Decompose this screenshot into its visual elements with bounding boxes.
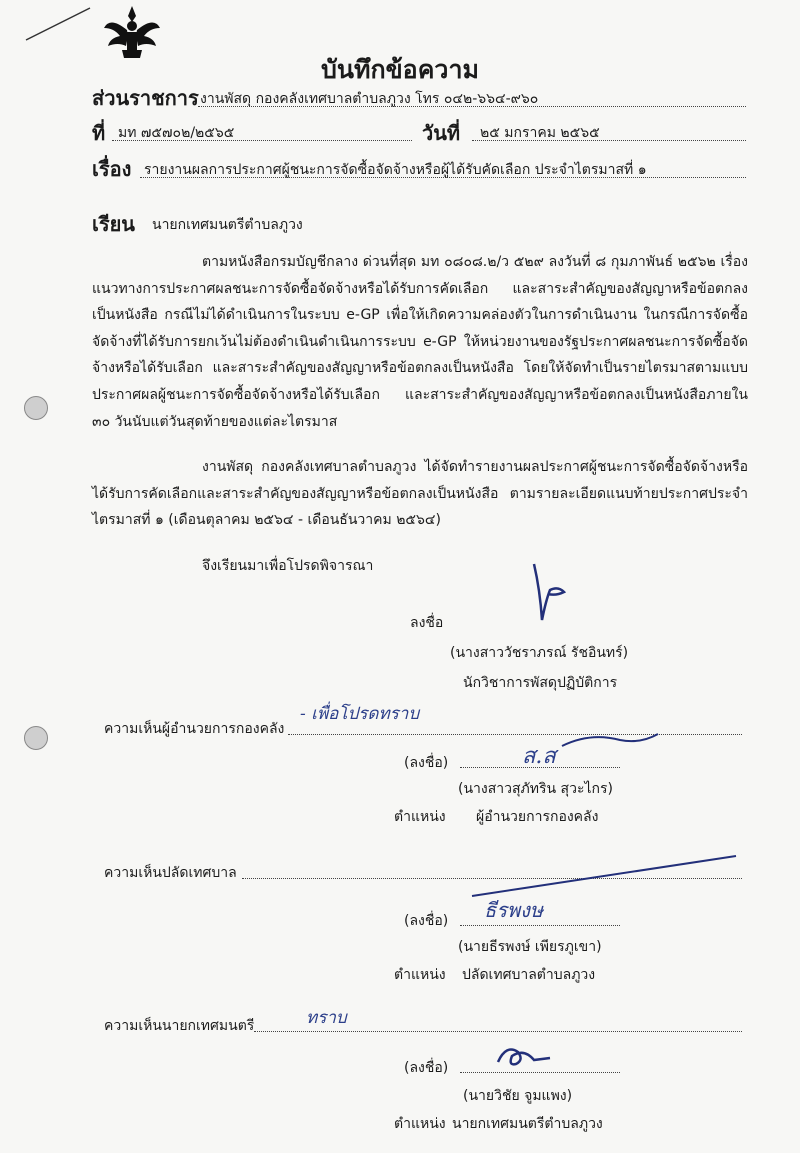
opinion3-signature xyxy=(494,1040,554,1070)
opinion3-position-label: ตำแหน่ง xyxy=(394,1116,446,1132)
corner-pen-stroke xyxy=(24,4,94,44)
opinion1-signature-stroke xyxy=(560,728,660,752)
ref-label: ที่ xyxy=(92,121,106,145)
punch-hole-top xyxy=(24,396,48,420)
opinion3-name: (นายวิชัย จูมแพง) xyxy=(463,1088,573,1104)
date-label: วันที่ xyxy=(422,121,461,145)
opinion2-position: ปลัดเทศบาลตำบลภูวง xyxy=(462,967,596,983)
punch-hole-bottom xyxy=(24,726,48,750)
closing-text: จึงเรียนมาเพื่อโปรดพิจารณา xyxy=(202,558,374,574)
document-title: บันทึกข้อความ xyxy=(321,55,479,84)
opinion3-label: ความเห็นนายกเทศมนตรี xyxy=(104,1018,255,1034)
opinion2-name: (นายธีรพงษ์ เพียรภูเขา) xyxy=(458,939,602,955)
opinion1-label: ความเห็นผู้อำนวยการกองคลัง xyxy=(104,721,285,737)
opinion1-position-label: ตำแหน่ง xyxy=(394,809,446,825)
opinion1-line xyxy=(288,734,742,735)
signer1-name: (นางสาววัชราภรณ์ รัชอินทร์) xyxy=(450,645,629,661)
signer1-position: นักวิชาการพัสดุปฏิบัติการ xyxy=(463,675,618,691)
date-value: ๒๕ มกราคม ๒๕๖๕ xyxy=(480,125,600,141)
opinion3-sign-label: (ลงชื่อ) xyxy=(404,1060,449,1076)
opinion3-sign-line xyxy=(460,1072,620,1073)
opinion1-signature: ส.ส xyxy=(522,744,556,769)
signer1-sign-label: ลงชื่อ xyxy=(410,615,444,631)
opinion1-name: (นางสาวสุภัทริน สุวะไกร) xyxy=(458,781,613,797)
subject-label: เรื่อง xyxy=(92,157,132,181)
agency-label: ส่วนราชการ xyxy=(92,86,199,110)
opinion3-line xyxy=(254,1031,742,1032)
body-paragraph-2-text: งานพัสดุ กองคลังเทศบาลตำบลภูวง ได้จัดทำรายงานผลประกาศผู้ชนะการจัดซื้อจัดจ้างหรือได้รับการคัดเลือกและสาระสำคัญของสัญญาหรือข้อตกลงเป็นหนังสือ ตามรายละเอียดแนบท้ายประกาศประจำไตรมาสที่ ๑ (เดือนตุลาคม ๒๕๖๔ - เดือนธันวาคม ๒๕๖๔) xyxy=(92,459,748,529)
signature-1 xyxy=(520,560,580,630)
opinion2-signature: ธีรพงษ xyxy=(484,898,544,922)
to-label: เรียน xyxy=(92,212,135,236)
body-paragraph-1-text: ตามหนังสือกรมบัญชีกลาง ด่วนที่สุด มท ๐๘๐๘.๒/ว ๕๒๙ ลงวันที่ ๘ กุมภาพันธ์ ๒๕๖๒ เรื่องแนวทางการประกาศผลชนะการจัดซื้อจัดจ้างหรือได้รับการคัดเลือก และสาระสำคัญของสัญญาหรือข้อตกลงเป็นหนังสือ กรณีไม่ได้ดำเนินการในระบบ e-GP เพื่อให้เกิดความคล่องตัวในการดำเนินงาน ในกรณีการจัดซื้อจัดจ้างที่ได้รับการยกเว้นไม่ต้องดำเนินดำเนินการระบบ e-GP ให้หน่วยงานของรัฐประกาศผลชนะการจัดซื้อจัดจ้างหรือได้รับเลือก และสาระสำคัญของสัญญาหรือข้อตกลงเป็นหนังสือ โดยให้จัดทำเป็นรายไตรมาสตามแบบประกาศผลผู้ชนะการจัดซื้อจัดจ้างหรือได้รับเลือก และสาระสำคัญของสัญญาหรือข้อตกลงเป็นหนังสือภายใน ๓๐ วันนับแต่วันสุดท้ายของแต่ละไตรมาส xyxy=(92,254,748,430)
opinion2-sign-label: (ลงชื่อ) xyxy=(404,913,449,929)
opinion1-handwritten: - เพื่อโปรดทราบ xyxy=(300,704,420,724)
agency-value: งานพัสดุ กองคลังเทศบาลตำบลภูวง โทร ๐๔๒-๖๖๔-๙๖๐ xyxy=(200,91,539,107)
ref-value: มท ๗๕๗๐๒/๒๕๖๕ xyxy=(118,125,235,141)
subject-value: รายงานผลการประกาศผู้ชนะการจัดซื้อจัดจ้างหรือผู้ได้รับคัดเลือก ประจำไตรมาสที่ ๑ xyxy=(144,162,647,178)
opinion1-position: ผู้อำนวยการกองคลัง xyxy=(476,809,599,825)
opinion3-handwritten: ทราบ xyxy=(306,1008,347,1028)
body-paragraph-2 xyxy=(92,454,748,534)
opinion1-sign-label: (ลงชื่อ) xyxy=(404,755,449,771)
body-paragraph-1 xyxy=(92,249,748,435)
opinion2-label: ความเห็นปลัดเทศบาล xyxy=(104,865,237,881)
opinion2-position-label: ตำแหน่ง xyxy=(394,967,446,983)
opinion3-position: นายกเทศมนตรีตำบลภูวง xyxy=(452,1116,603,1132)
to-value: นายกเทศมนตรีตำบลภูวง xyxy=(152,217,303,233)
